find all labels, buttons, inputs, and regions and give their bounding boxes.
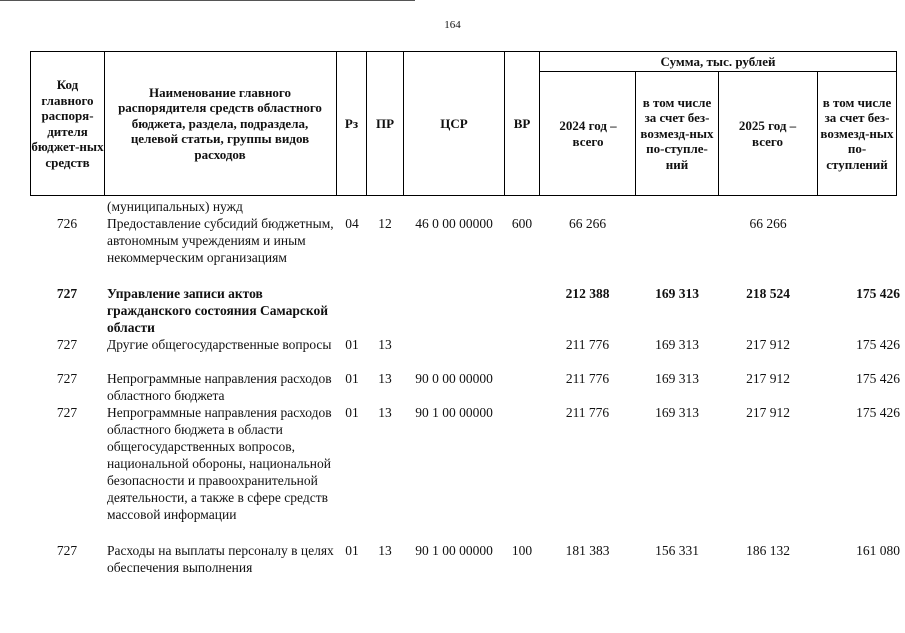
row-2024-grants: 169 313 xyxy=(655,337,699,352)
row-2024-total: 211 776 xyxy=(565,337,610,352)
row-name: Управление записи актов гражданского состояния Самарской области xyxy=(107,286,328,335)
row-2025-total: 217 912 xyxy=(746,337,790,352)
header-rz: Рз xyxy=(344,115,359,131)
row-2025-total: 66 266 xyxy=(749,216,787,231)
row-rz: 01 xyxy=(345,405,359,420)
row-rz: 01 xyxy=(345,371,359,386)
row-name: Расходы на выплаты персоналу в целях обеспечения выполнения xyxy=(107,543,334,575)
row-csr: 90 0 00 00000 xyxy=(415,371,493,386)
row-2025-total: 218 524 xyxy=(746,286,790,301)
header-2025-grants: в том числе за счет без-возмезд-ных по-ступлений xyxy=(820,94,894,172)
row-code: 727 xyxy=(56,543,78,558)
row-code: 726 xyxy=(56,216,78,231)
row-2025-total: 186 132 xyxy=(746,543,790,558)
row-2024-grants: 156 331 xyxy=(655,543,699,558)
row-rz: 04 xyxy=(345,216,359,231)
header-sum: Сумма, тыс. рублей xyxy=(660,53,776,69)
row-2024-total: 212 388 xyxy=(565,286,610,301)
row-pr: 13 xyxy=(378,543,392,558)
row-2025-grants: 175 426 xyxy=(856,286,900,301)
row-vr: 100 xyxy=(511,543,533,558)
row-csr: 90 1 00 00000 xyxy=(415,543,493,558)
row-csr: 46 0 00 00000 xyxy=(415,216,493,231)
top-rule xyxy=(0,0,415,1)
header-csr: ЦСР xyxy=(440,115,468,131)
header-2025-total: 2025 год – всего xyxy=(738,118,797,149)
row-2024-grants: 169 313 xyxy=(655,286,699,301)
row-pr: 13 xyxy=(378,371,392,386)
header-2024-total: 2024 год – всего xyxy=(559,118,617,149)
row-name: Непрограммные направления расходов областного бюджета xyxy=(107,371,332,403)
row-pr: 12 xyxy=(378,216,392,231)
row-rz: 01 xyxy=(345,543,359,558)
row-name: Непрограммные направления расходов областного бюджета в области общегосударственных вопросов, национальной обороны, национальной безопасности и правоохранительной деятельности, а также в сфере средств массовой информации xyxy=(107,405,332,522)
row-2025-grants: 175 426 xyxy=(856,371,900,386)
row-2025-total: 217 912 xyxy=(746,371,790,386)
page-number: 164 xyxy=(444,19,461,31)
row-2024-total: 211 776 xyxy=(565,371,610,386)
row-name: (муниципальных) нужд xyxy=(107,199,243,214)
row-2024-total: 181 383 xyxy=(565,543,610,558)
row-2025-grants: 161 080 xyxy=(856,543,900,558)
row-csr: 90 1 00 00000 xyxy=(415,405,493,420)
row-code: 727 xyxy=(56,286,78,301)
row-2024-total: 211 776 xyxy=(565,405,610,420)
row-2024-grants: 169 313 xyxy=(655,371,699,386)
header-2024-grants: в том числе за счет без-возмезд-ных по-ступле-ний xyxy=(640,94,714,172)
row-2025-grants: 175 426 xyxy=(856,405,900,420)
row-name: Предоставление субсидий бюджетным, автономным учреждениям и иным некоммерческим организациям xyxy=(107,216,334,265)
row-pr: 13 xyxy=(378,405,392,420)
header-code: Код главного распоря-дителя бюджет-ных средств xyxy=(31,77,104,170)
row-2024-grants: 169 313 xyxy=(655,405,699,420)
row-rz: 01 xyxy=(345,337,359,352)
header-name: Наименование главного распорядителя средств областного бюджета, раздела, подраздела, целевой статьи, группы видов расходов xyxy=(118,84,322,162)
header-vr: ВР xyxy=(513,115,531,131)
row-code: 727 xyxy=(56,371,78,386)
row-name: Другие общегосударственные вопросы xyxy=(107,337,332,352)
row-pr: 13 xyxy=(378,337,392,352)
row-2024-total: 66 266 xyxy=(568,216,607,231)
header-pr: ПР xyxy=(375,115,395,131)
row-vr: 600 xyxy=(511,216,533,231)
row-2025-total: 217 912 xyxy=(746,405,790,420)
row-2025-grants: 175 426 xyxy=(856,337,900,352)
row-code: 727 xyxy=(56,337,78,352)
row-code: 727 xyxy=(56,405,78,420)
